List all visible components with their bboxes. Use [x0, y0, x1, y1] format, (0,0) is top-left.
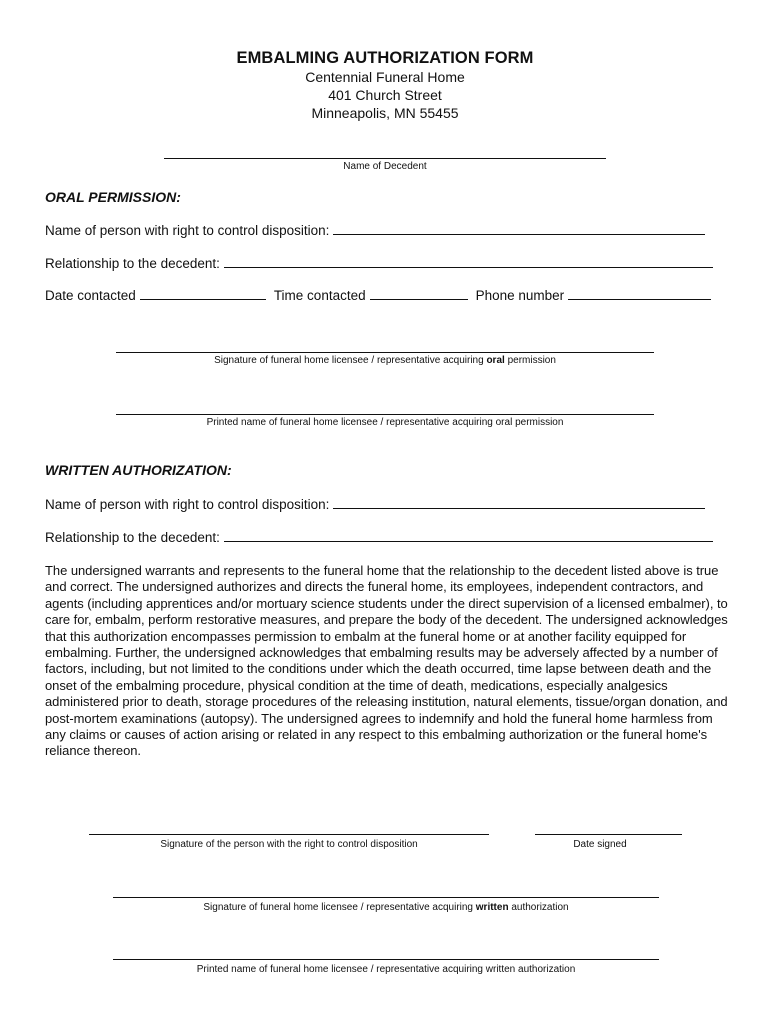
written-signature-line[interactable] — [113, 897, 659, 898]
oral-date-label: Date contacted — [45, 288, 136, 303]
oral-person-label: Name of person with right to control disposition: — [45, 223, 330, 238]
oral-permission-heading: ORAL PERMISSION: — [45, 189, 181, 205]
oral-signature-line[interactable] — [116, 352, 654, 353]
written-authorization-heading: WRITTEN AUTHORIZATION: — [45, 462, 232, 478]
written-signature-caption-suffix: authorization — [511, 902, 569, 913]
person-signature-line[interactable] — [89, 834, 489, 835]
written-person-label: Name of person with right to control disposition: — [45, 497, 330, 512]
oral-time-field[interactable] — [370, 288, 468, 300]
person-signature-caption: Signature of the person with the right to control disposition — [160, 839, 418, 850]
oral-phone-label: Phone number — [475, 288, 565, 303]
written-relationship-row — [45, 530, 713, 545]
oral-printed-name-caption: Printed name of funeral home licensee / representative acquiring oral permission — [206, 417, 564, 428]
written-printed-name-line[interactable] — [113, 959, 659, 960]
oral-printed-name-line[interactable] — [116, 414, 654, 415]
oral-date-field[interactable] — [140, 288, 266, 300]
oral-relationship-row — [45, 256, 713, 271]
form-header — [0, 48, 770, 122]
decedent-name-line[interactable] — [164, 158, 606, 159]
written-signature-caption — [113, 902, 659, 914]
oral-signature-caption-suffix: permission — [507, 355, 556, 366]
address-line-1: 401 Church Street — [328, 87, 442, 103]
oral-signature-caption — [116, 355, 654, 367]
authorization-paragraph: The undersigned warrants and represents to the funeral home that the relationship to the decedent listed above is true and correct. The undersigned authorizes and directs the funeral home, its employees, independent contractors, and agents (including apprentices and/or mortuary science students under the direct supervision of a licensed embalmer), to care for, embalm, perform restorative measures, and prepare the body of the decedent. The undersigned acknowledges that this authorization encompasses permission to embalm at the funeral home or at another facility equipped for embalming. Further, the undersigned acknowledges that embalming results may be adversely affected by a number of factors, including, but not limited to the conditions under which the death occurred, time lapse between death and the onset of the embalming procedure, physical condition at the time of death, medications, especially analgesics administered prior to death, storage procedures of the releasing institution, natural elements, tissue/organ donation, and post-mortem examinations (autopsy). The undersigned agrees to indemnify and hold the funeral home harmless from any claims or causes of action arising or related in any respect to this embalming authorization or the funeral home's reliance thereon. — [45, 563, 728, 759]
oral-phone-field[interactable] — [568, 288, 711, 300]
date-signed-caption: Date signed — [573, 839, 627, 850]
oral-person-field[interactable] — [333, 223, 705, 235]
written-signature-caption-emphasis: written — [475, 902, 509, 913]
oral-time-label: Time contacted — [273, 288, 366, 303]
decedent-name-caption: Name of Decedent — [343, 161, 427, 172]
written-person-row — [45, 497, 705, 512]
oral-signature-caption-emphasis: oral — [486, 355, 505, 366]
oral-relationship-label: Relationship to the decedent: — [45, 256, 220, 271]
written-printed-name-caption: Printed name of funeral home licensee / representative acquiring written authorization — [196, 964, 576, 975]
date-signed-line[interactable] — [535, 834, 682, 835]
address-line-2: Minneapolis, MN 55455 — [311, 105, 459, 121]
form-title: EMBALMING AUTHORIZATION FORM — [236, 49, 534, 67]
oral-relationship-field[interactable] — [224, 256, 713, 268]
written-signature-caption-text: Signature of funeral home licensee / representative acquiring — [203, 902, 473, 913]
written-relationship-label: Relationship to the decedent: — [45, 530, 220, 545]
org-name: Centennial Funeral Home — [305, 69, 465, 85]
written-relationship-field[interactable] — [224, 530, 713, 542]
written-person-field[interactable] — [333, 497, 705, 509]
oral-contact-row — [45, 288, 711, 303]
oral-signature-caption-text: Signature of funeral home licensee / representative acquiring — [214, 355, 484, 366]
oral-person-row — [45, 223, 705, 238]
